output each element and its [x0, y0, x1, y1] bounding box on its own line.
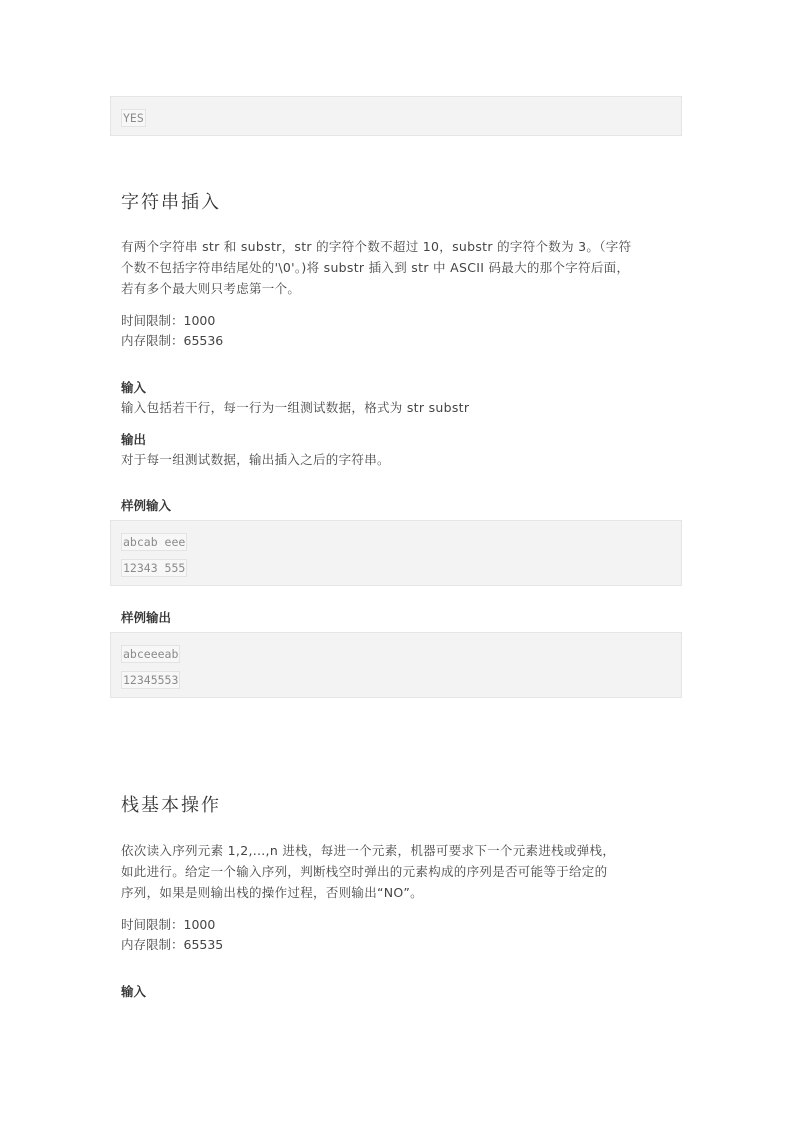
- section2-description: [121, 840, 681, 903]
- input-label: 输入: [121, 380, 147, 395]
- time-limit: 时间限制：1000: [121, 917, 216, 932]
- memory-limit: 内存限制：65535: [121, 937, 224, 952]
- description-line: 如此进行。给定一个输入序列，判断栈空时弹出的元素构成的序列是否可能等于给定的: [121, 864, 608, 879]
- section-title-string-insert: 字符串插入: [121, 192, 221, 213]
- sample-output-label: 样例输出: [121, 610, 172, 625]
- input-label: 输入: [121, 984, 147, 999]
- section2-limits: [121, 915, 223, 955]
- sample-output-block: [110, 632, 682, 698]
- top-output-block: [110, 96, 682, 136]
- code-line: abcab eee: [123, 535, 186, 549]
- section1-description: [121, 236, 681, 299]
- description-line: 个数不包括字符串结尾处的'\0'。)将 substr 插入到 str 中 ASCII 码最大的那个字符后面，: [121, 260, 630, 275]
- sample-input-label: 样例输入: [121, 498, 172, 513]
- description-line: 序列，如果是则输出栈的操作过程，否则输出“NO”。: [121, 885, 423, 900]
- memory-limit: 内存限制：65536: [121, 333, 224, 348]
- time-limit: 时间限制：1000: [121, 313, 216, 328]
- section-title-stack-ops: 栈基本操作: [121, 795, 221, 816]
- sample-input-block: [110, 520, 682, 586]
- description-line: 依次读入序列元素 1,2,...,n 进栈，每进一个元素，机器可要求下一个元素进栈或弹栈，: [121, 843, 616, 858]
- code-line: 12343 555: [123, 561, 186, 575]
- output-label: 输出: [121, 432, 147, 447]
- description-line: 若有多个最大则只考虑第一个。: [121, 281, 301, 296]
- code-line: abceeeab: [123, 647, 179, 661]
- section1-limits: [121, 311, 223, 351]
- input-description: 输入包括若干行，每一行为一组测试数据，格式为 str substr: [121, 400, 470, 415]
- description-line: 有两个字符串 str 和 substr，str 的字符个数不超过 10，substr 的字符个数为 3。（字符: [121, 239, 632, 254]
- code-line: 12345553: [123, 673, 179, 687]
- code-line: YES: [123, 111, 144, 125]
- output-description: 对于每一组测试数据，输出插入之后的字符串。: [121, 452, 390, 467]
